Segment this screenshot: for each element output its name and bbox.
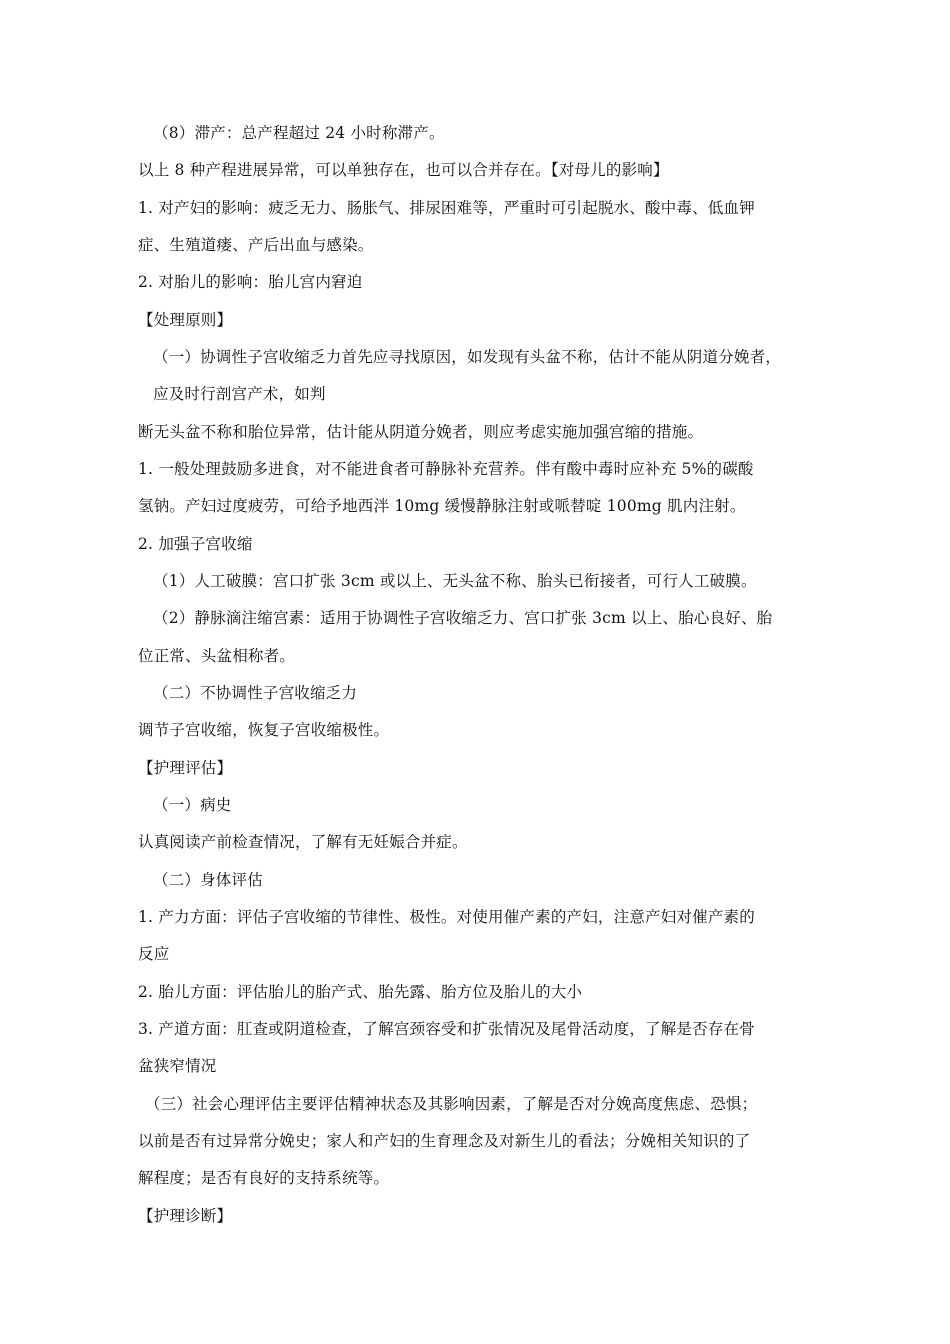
paragraph-line: 调节子宫收缩，恢复子宫收缩极性。 [138, 721, 390, 739]
paragraph-line: 解程度；是否有良好的支持系统等。 [138, 1169, 390, 1187]
paragraph-line: 以前是否有过异常分娩史；家人和产妇的生育理念及对新生儿的看法；分娩相关知识的了 [138, 1132, 751, 1150]
paragraph-line: 1. 产力方面：评估子宫收缩的节律性、极性。对使用催产素的产妇，注意产妇对催产素的 [138, 908, 755, 926]
paragraph-line: （二）不协调性子宫收缩乏力 [153, 684, 358, 702]
paragraph-line: （8）滞产：总产程超过 24 小时称滞产。 [153, 124, 445, 142]
paragraph-line: （一）协调性子宫收缩乏力首先应寻找原因，如发现有头盆不称，估计不能从阴道分娩者， [153, 348, 782, 366]
paragraph-line: 氢钠。产妇过度疲劳，可给予地西泮 10mg 缓慢静脉注射或哌替啶 100mg 肌内注射。 [138, 497, 746, 515]
paragraph-line: 以上 8 种产程进展异常，可以单独存在，也可以合并存在。【对母儿的影响】 [138, 161, 669, 179]
section-heading: 【处理原则】 [138, 311, 233, 329]
paragraph-line: 位正常、头盆相称者。 [138, 647, 296, 665]
paragraph-line: 认真阅读产前检查情况，了解有无妊娠合并症。 [138, 833, 468, 851]
paragraph-line: （1）人工破膜：宫口扩张 3cm 或以上、无头盆不称、胎头已衔接者，可行人工破膜。 [153, 572, 757, 590]
section-heading: 【护理评估】 [138, 759, 233, 777]
paragraph-line: （2）静脉滴注缩宫素：适用于协调性子宫收缩乏力、宫口扩张 3cm 以上、胎心良好、胎 [153, 609, 773, 627]
paragraph-line: 2. 胎儿方面：评估胎儿的胎产式、胎先露、胎方位及胎儿的大小 [138, 983, 583, 1001]
paragraph-line: 3. 产道方面：肛查或阴道检查，了解宫颈容受和扩张情况及尾骨活动度，了解是否存在骨 [138, 1020, 755, 1038]
paragraph-line: 2. 对胎儿的影响：胎儿宫内窘迫 [138, 273, 363, 291]
paragraph-line: 2. 加强子宫收缩 [138, 535, 253, 553]
paragraph-line: 1. 一般处理鼓励多进食，对不能进食者可静脉补充营养。伴有酸中毒时应补充 5%的碳酸 [138, 460, 754, 478]
paragraph-line: 症、生殖道瘘、产后出血与感染。 [138, 236, 374, 254]
paragraph-line: （二）身体评估 [153, 871, 263, 889]
section-heading: 【护理诊断】 [138, 1207, 233, 1225]
paragraph-line: 断无头盆不称和胎位异常，估计能从阴道分娩者，则应考虑实施加强宫缩的措施。 [138, 423, 704, 441]
paragraph-line: 反应 [138, 945, 170, 963]
paragraph-line: （三）社会心理评估主要评估精神状态及其影响因素，了解是否对分娩高度焦虑、恐惧； [145, 1095, 758, 1113]
paragraph-line: 盆狭窄情况 [138, 1057, 217, 1075]
paragraph-line: 1. 对产妇的影响：疲乏无力、肠胀气、排尿困难等，严重时可引起脱水、酸中毒、低血钾 [138, 199, 755, 217]
paragraph-line: （一）病史 [153, 796, 232, 814]
paragraph-line: 应及时行剖宫产术，如判 [153, 385, 326, 403]
